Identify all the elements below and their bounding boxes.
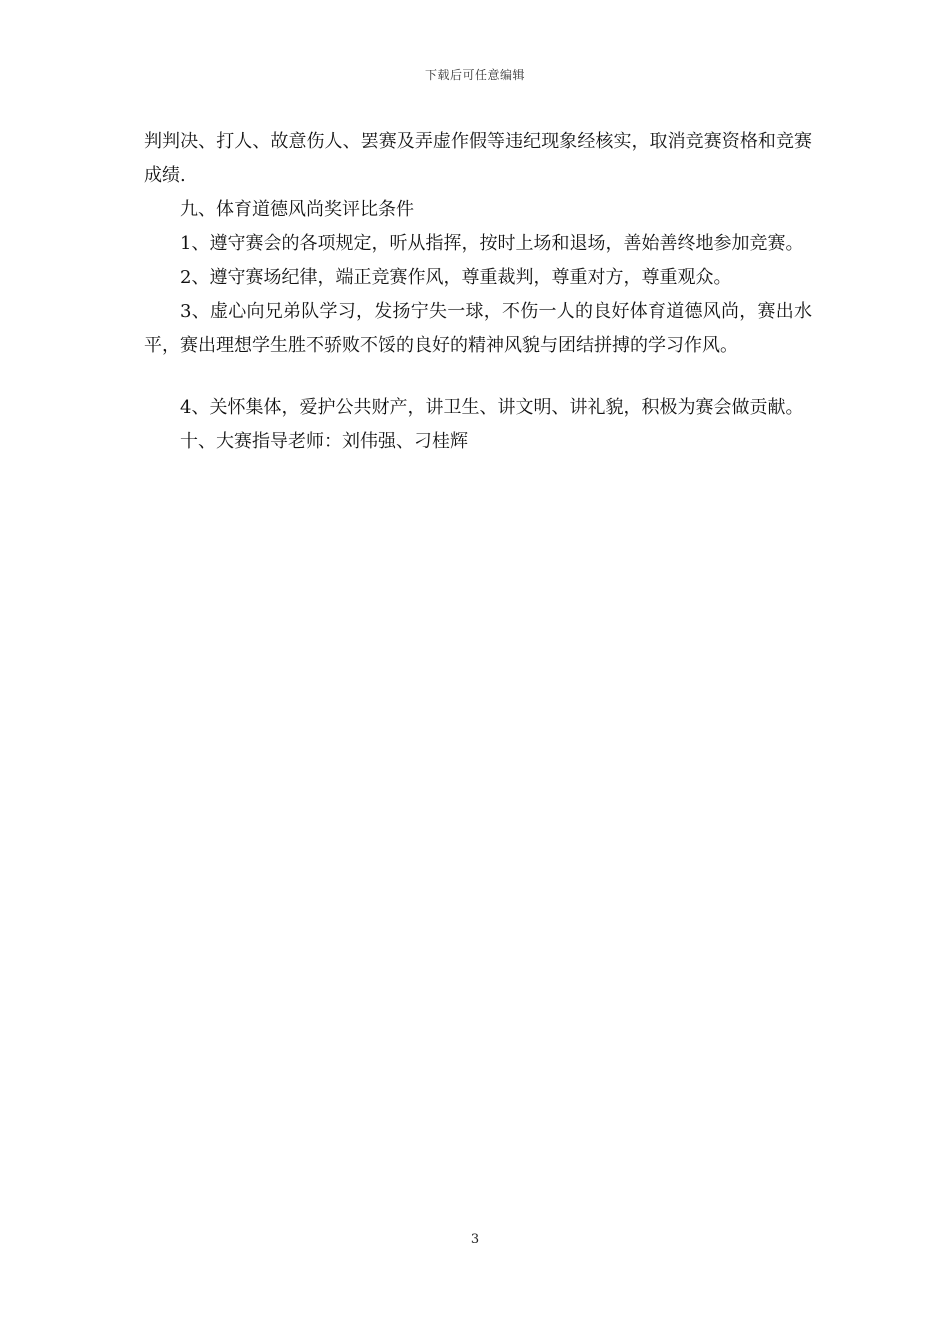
paragraph-spacer [144,363,812,391]
list-item-1: 1、遵守赛会的各项规定，听从指挥，按时上场和退场，善始善终地参加竞赛。 [180,233,804,254]
page-number: 3 [470,1232,480,1247]
section-10-heading: 十、大赛指导老师：刘伟强、刁桂辉 [180,431,468,452]
list-item-2: 2、遵守赛场纪律，端正竞赛作风，尊重裁判，尊重对方，尊重观众。 [180,267,732,288]
list-item-3: 3、虚心向兄弟队学习，发扬宁失一球，不伤一人的良好体育道德风尚，赛出水平，赛出理想学生胜不骄败不馁的良好的精神风貌与团结拼搏的学习作风。 [144,301,812,356]
list-item-4: 4、关怀集体，爱护公共财产，讲卫生、讲文明、讲礼貌，积极为赛会做贡献。 [180,397,804,418]
section-9-heading: 九、体育道德风尚奖评比条件 [180,199,414,220]
document-body [144,125,812,459]
page-header: 下载后可任意编辑 [424,68,525,82]
paragraph-continuation: 判判决、打人、故意伤人、罢赛及弄虚作假等违纪现象经核实，取消竞赛资格和竞赛成绩. [144,131,812,186]
